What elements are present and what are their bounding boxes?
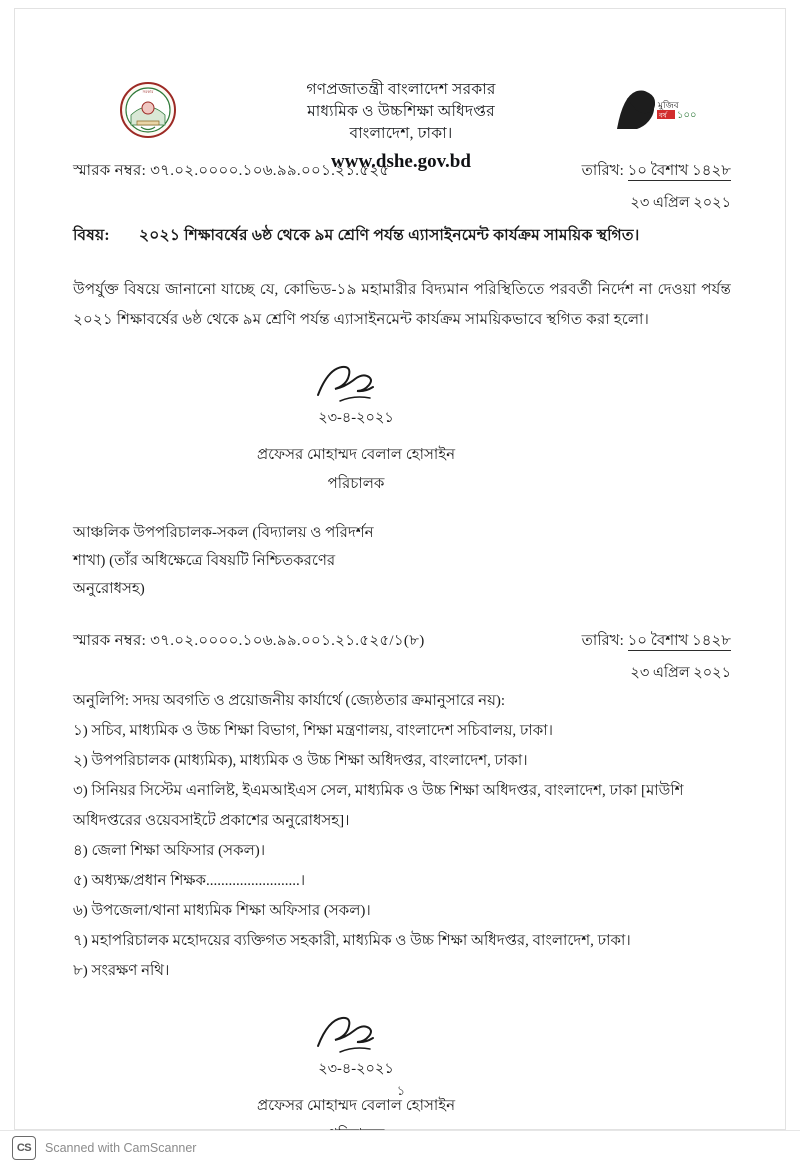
signature-date-2: ২৩-৪-২০২১ (318, 1061, 394, 1077)
govt-line-2: মাধ্যমিক ও উচ্চশিক্ষা অধিদপ্তর (307, 103, 495, 120)
list-item: ৩) সিনিয়র সিস্টেম এনালিষ্ট, ইএমআইএস সেল, মাধ্যমিক ও উচ্চ শিক্ষা অধিদপ্তর, বাংলাদেশ, ঢাকা [মাউশি (73, 783, 684, 799)
list-item: ৪) জেলা শিক্ষা অফিসার (সকল)। (73, 843, 266, 859)
scanned-sheet (14, 8, 786, 1130)
memo-row-2 (15, 629, 787, 685)
list-item: ৫) অধ্যক্ষ/প্রধান শিক্ষক.........................। (73, 873, 306, 889)
signature-date-1: ২৩-৪-২০২১ (318, 410, 394, 426)
recipient-line-1: আঞ্চলিক উপপরিচালক-সকল (বিদ্যালয় ও পরিদর্শন (73, 525, 374, 541)
recipient-line-2: শাখা) (তাঁর অধিক্ষেত্রে বিষয়টি নিশ্চিতকরণের (73, 553, 336, 569)
svg-text:বর্ষ: বর্ষ (659, 112, 667, 120)
handwritten-signature-icon (15, 1012, 697, 1056)
memo-number-2: স্মারক নম্বর: ৩৭.০২.০০০০.১০৬.৯৯.০০১.২১.৫২৫/১(৮) (73, 633, 425, 649)
memo-date-block-1 (582, 159, 731, 216)
list-item: ৮) সংরক্ষণ নথি। (73, 963, 170, 979)
body-paragraph: উপর্যুক্ত বিষয়ে জানানো যাচ্ছে যে, কোভিড-১৯ মহামারীর বিদ্যমান পরিস্থিতিতে পরবর্তী নির্দেশ না দেওয়া পর্যন্ত ২০২১ শিক্ষাবর্ষের ৬ষ্ঠ থেকে ৯ম শ্রেণি পর্যন্ত এ্যাসাইনমেন্ট কার্যক্রম সাময়িকভাবে স্থগিত করা হলো। (73, 282, 731, 328)
list-item: ১) সচিব, মাধ্যমিক ও উচ্চ শিক্ষা বিভাগ, শিক্ষা মন্ত্রণালয়, বাংলাদেশ সচিবালয়, ঢাকা। (73, 723, 553, 739)
memo-row-1 (15, 159, 787, 217)
camscanner-label: Scanned with CamScanner (45, 1140, 197, 1155)
memo-date-en-2: ২৩ এপ্রিল ২০২১ (630, 665, 731, 681)
govt-line-3: বাংলাদেশ, ঢাকা। (349, 125, 453, 142)
govt-line-1: গণপ্রজাতন্ত্রী বাংলাদেশ সরকার (306, 81, 496, 98)
page-number: ১ (396, 1083, 406, 1098)
memo-date-label-row-1 (582, 159, 731, 184)
list-item: ৭) মহাপরিচালক মহোদয়ের ব্যক্তিগত সহকারী, মাধ্যমিক ও উচ্চ শিক্ষা অধিদপ্তর, বাংলাদেশ, ঢাকা। (73, 933, 631, 949)
svg-text:সরকার: সরকার (142, 89, 154, 94)
memo-number-1: স্মারক নম্বর: ৩৭.০২.০০০০.১০৬.৯৯.০০১.২১.৫২৫ (73, 163, 390, 179)
memo-date-block-2 (582, 629, 731, 686)
camscanner-footer (0, 1130, 800, 1164)
subject-label: বিষয়: (73, 227, 110, 244)
subject-line (15, 223, 787, 249)
memo-date-label-1: তারিখ: (581, 163, 624, 179)
copies-heading: অনুলিপি: সদয় অবগতি ও প্রয়োজনীয় কার্যার্থে (জ্যেষ্ঠতার ক্রমানুসারে নয়): (73, 693, 506, 709)
memo-date-en-1: ২৩ এপ্রিল ২০২১ (630, 195, 731, 211)
recipient-block (15, 519, 787, 603)
signatory-name-1: প্রফেসর মোহাম্মদ বেলাল হোসাইন (256, 447, 456, 463)
handwritten-signature-icon (15, 361, 697, 405)
list-item: অধিদপ্তরের ওয়েবসাইটে প্রকাশের অনুরোধসহ]। (73, 813, 350, 829)
signatory-name-2: প্রফেসর মোহাম্মদ বেলাল হোসাইন (256, 1098, 456, 1114)
signatory-role-1: পরিচালক (327, 476, 385, 492)
svg-text:মুজিব: মুজিব (658, 100, 679, 110)
list-item: ৬) উপজেলা/থানা মাধ্যমিক শিক্ষা অফিসার (সকল)। (73, 903, 371, 919)
memo-date-bn-2: ১০ বৈশাখ ১৪২৮ (627, 633, 731, 649)
subject-text: ২০২১ শিক্ষাবর্ষের ৬ষ্ঠ থেকে ৯ম শ্রেণি পর্যন্ত এ্যাসাইনমেন্ট কার্যক্রম সাময়িক স্থগিত। (139, 227, 640, 244)
website-url: www.dshe.gov.bd (331, 151, 471, 172)
recipient-line-3: অনুরোধসহ) (73, 581, 145, 597)
camscanner-logo-icon: CS (12, 1136, 36, 1160)
signature-block-2 (15, 1012, 787, 1148)
document-content (15, 9, 787, 1131)
copies-list (15, 717, 787, 986)
list-item: ২) উপপরিচালক (মাধ্যমিক), মাধ্যমিক ও উচ্চ শিক্ষা অধিদপ্তর, বাংলাদেশ, ঢাকা। (73, 753, 528, 769)
memo-date-bn-1: ১০ বৈশাখ ১৪২৮ (627, 163, 731, 179)
signature-block-1 (15, 361, 787, 497)
svg-text:১০০: ১০০ (677, 110, 697, 121)
memo-date-label-2: তারিখ: (581, 633, 624, 649)
memo-date-label-row-2 (582, 629, 731, 654)
